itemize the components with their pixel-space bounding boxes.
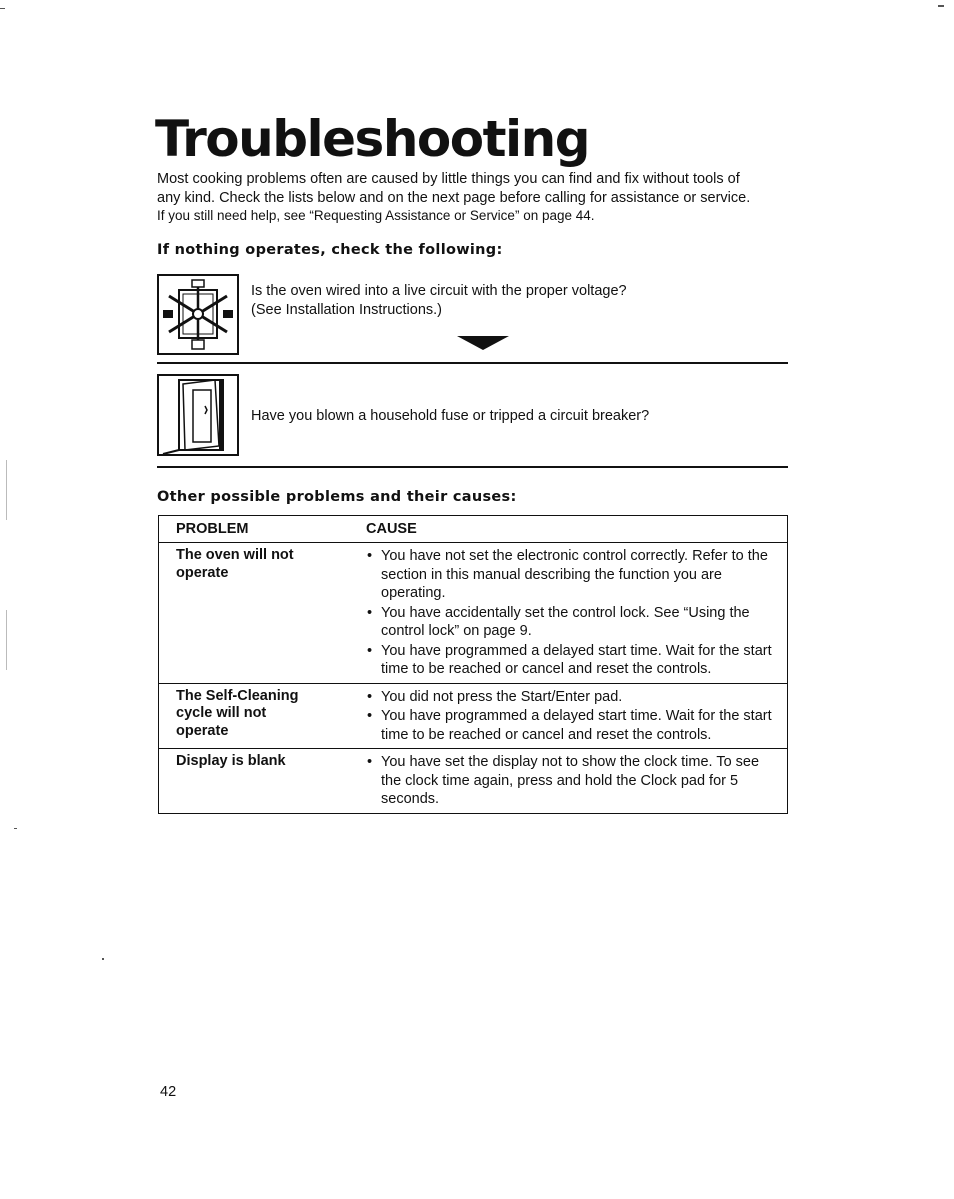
- cause-item: • You have programmed a delayed start time. Wait for the start time to be reached or cancel and reset the controls.: [366, 707, 777, 744]
- problem-line: operate: [176, 564, 229, 581]
- problems-table: [158, 515, 788, 814]
- problem-column-header: PROBLEM: [159, 516, 363, 543]
- nothing-operates-heading: If nothing operates, check the following:: [157, 242, 503, 258]
- problem-line: operate: [176, 722, 229, 739]
- fuse-box-panel: [157, 274, 239, 355]
- cause-cell: [362, 543, 788, 684]
- intro-line: any kind. Check the lists below and on the next page before calling for assistance or service.: [157, 189, 751, 206]
- scan-mark: [6, 610, 7, 670]
- down-arrow-icon: [457, 336, 509, 350]
- scan-mark: [938, 5, 944, 7]
- problem-cell: [159, 543, 363, 684]
- check-line: Is the oven wired into a live circuit with the proper voltage?: [251, 283, 627, 299]
- scan-mark: [14, 828, 17, 829]
- page-number: 42: [160, 1084, 177, 1100]
- other-problems-heading: Other possible problems and their causes:: [157, 489, 517, 505]
- check-line: Have you blown a household fuse or tripped a circuit breaker?: [251, 408, 650, 424]
- scan-mark: [6, 460, 7, 520]
- cause-cell: [362, 749, 788, 814]
- intro-line: If you still need help, see “Requesting Assistance or Service” on page 44.: [157, 208, 595, 223]
- cause-item: • You did not press the Start/Enter pad.: [366, 688, 777, 707]
- breaker-panel: [157, 374, 239, 456]
- page-title: Troubleshooting: [155, 110, 590, 168]
- problem-line: The Self-Cleaning: [176, 687, 299, 704]
- cause-item: • You have not set the electronic control correctly. Refer to the section in this manual describing the function you are operating.: [366, 547, 777, 603]
- intro-line: Most cooking problems often are caused by little things you can find and fix without tools of: [157, 171, 740, 187]
- problem-cell: [159, 683, 363, 749]
- table-row: [159, 543, 788, 684]
- section-divider: [157, 466, 788, 468]
- table-row: [159, 749, 788, 814]
- cause-list: [366, 543, 777, 683]
- check-line: (See Installation Instructions.): [251, 301, 443, 318]
- problem-line: The oven will not: [176, 547, 294, 563]
- problem-line: cycle will not: [176, 705, 267, 721]
- cause-item: • You have accidentally set the control lock. See “Using the control lock” on page 9.: [366, 604, 777, 641]
- problem-line: Display is blank: [176, 753, 286, 769]
- table-header-row: [159, 516, 788, 543]
- cause-item: • You have set the display not to show the clock time. To see the clock time again, press and hold the Clock pad for 5 seconds.: [366, 753, 777, 809]
- cause-cell: [362, 683, 788, 749]
- check-voltage-text: [251, 282, 627, 319]
- breaker-panel-icon: [159, 376, 237, 454]
- problem-cell: [159, 749, 363, 814]
- section-divider: [157, 362, 788, 364]
- intro-paragraph: [157, 170, 797, 226]
- fuse-box-icon: [159, 276, 237, 353]
- scan-mark: [102, 958, 104, 960]
- scan-mark: [0, 8, 5, 9]
- cause-column-header: CAUSE: [362, 516, 788, 543]
- cause-list: [366, 749, 777, 813]
- check-fuse-text: [251, 407, 649, 426]
- table-row: [159, 683, 788, 749]
- cause-item: • You have programmed a delayed start time. Wait for the start time to be reached or cancel and reset the controls.: [366, 642, 777, 679]
- cause-list: [366, 684, 777, 749]
